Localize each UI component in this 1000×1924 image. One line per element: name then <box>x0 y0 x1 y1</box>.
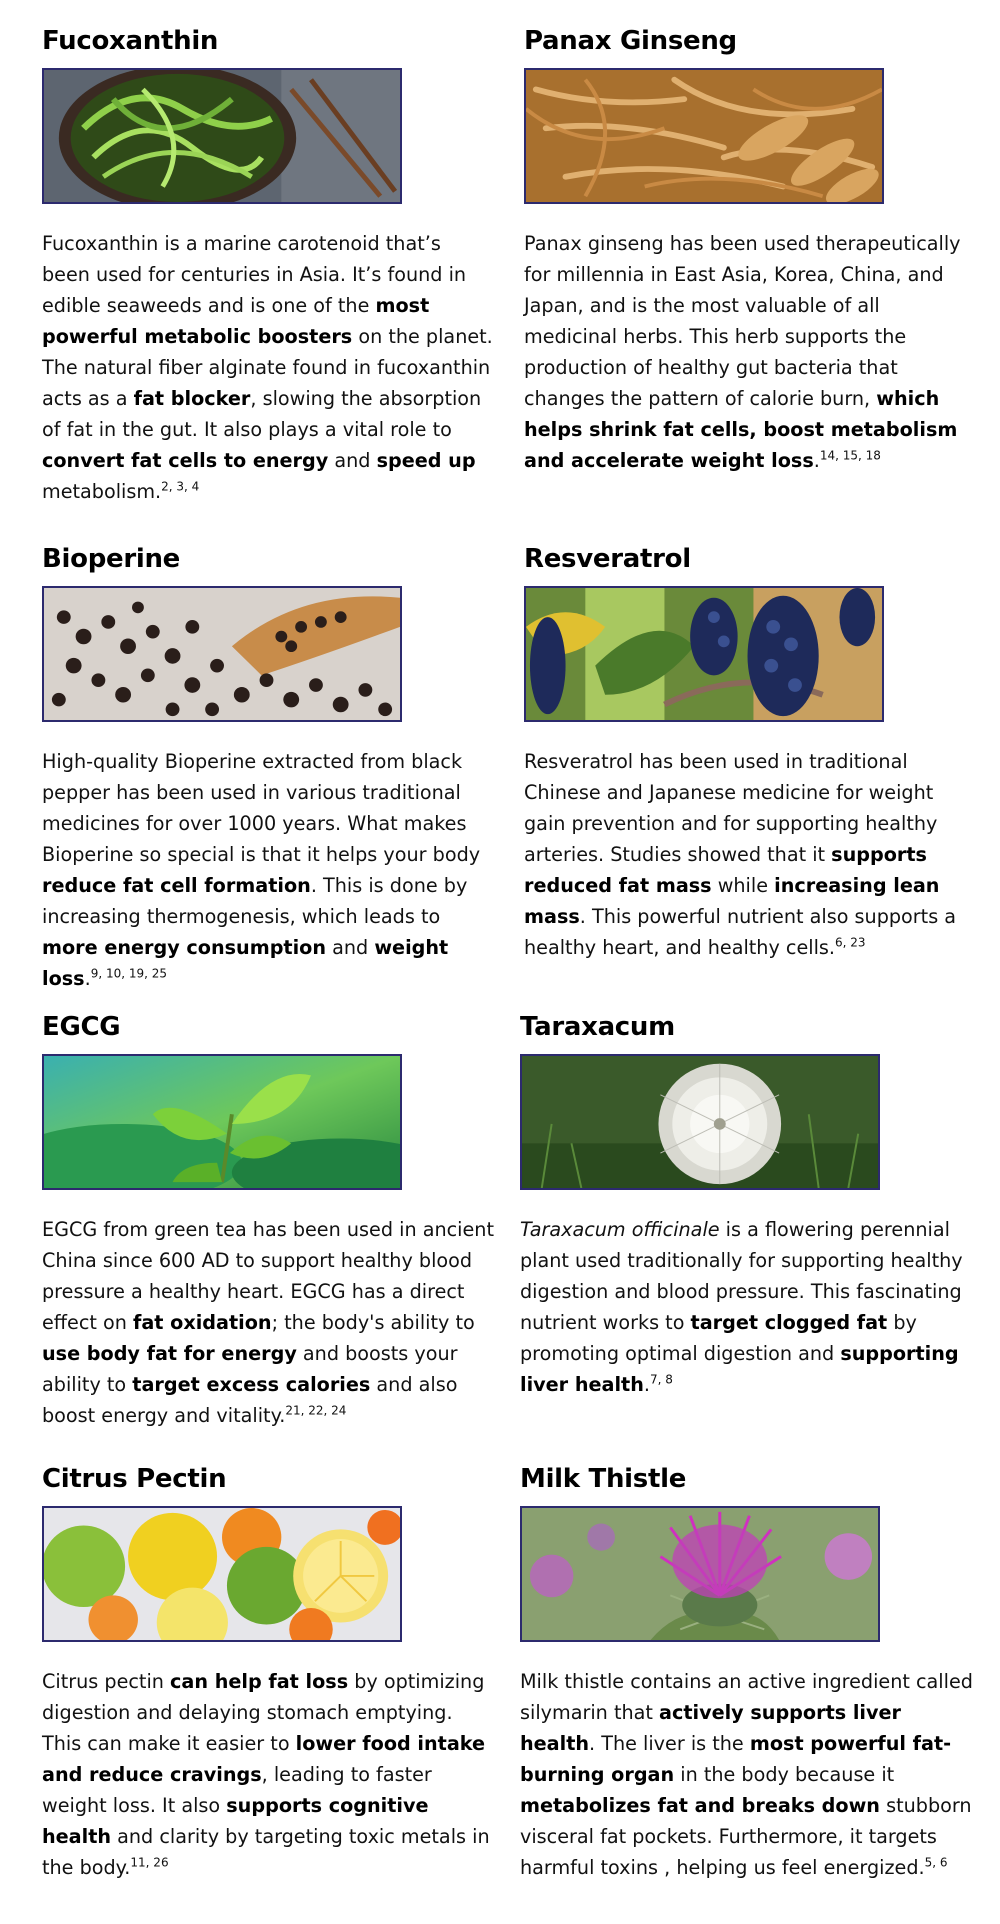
emphasis-text: more energy consumption <box>42 936 327 959</box>
reference-superscript: 5, 6 <box>924 1855 948 1870</box>
emphasis-text: supports reduced fat mass <box>524 843 927 897</box>
reference-superscript: 21, 22, 24 <box>285 1403 347 1418</box>
body-text: . <box>643 1373 650 1396</box>
seaweed-photo <box>42 68 402 204</box>
body-text: , leading to faster weight loss. It also <box>42 1763 432 1817</box>
emphasis-text: metabolizes fat and breaks down <box>520 1794 880 1817</box>
body-text: while <box>711 874 775 897</box>
body-text: and <box>326 936 375 959</box>
ingredient-card-panax-ginseng <box>524 24 737 58</box>
ingredient-description <box>42 1666 494 1883</box>
emphasis-text: most powerful fat-burning organ <box>520 1732 952 1786</box>
emphasis-text: use body fat for energy <box>42 1342 297 1365</box>
body-text: stubborn visceral fat pockets. Furthermore, it targets harmful toxins , helping us feel energized. <box>520 1794 972 1879</box>
emphasis-text: lower food intake and reduce cravings <box>42 1732 486 1786</box>
italic-text: Taraxacum officinale <box>520 1218 720 1241</box>
emphasis-text: fat oxidation <box>133 1311 272 1334</box>
ingredient-description <box>524 746 976 963</box>
ingredient-title: Bioperine <box>42 544 181 574</box>
ingredient-title: EGCG <box>42 1012 121 1042</box>
emphasis-text: actively supports liver health <box>520 1701 901 1755</box>
ingredient-description <box>520 1214 976 1400</box>
body-text: . The liver is the <box>589 1732 750 1755</box>
ingredient-title: Panax Ginseng <box>524 26 737 56</box>
ingredient-card-egcg <box>42 1010 120 1044</box>
ingredient-title: Fucoxanthin <box>42 26 219 56</box>
body-text: on the planet. The natural fiber alginate found in fucoxanthin acts as a <box>42 325 493 410</box>
body-text: and also boost energy and vitality. <box>42 1373 458 1427</box>
body-text: by promoting optimal digestion and <box>520 1311 917 1365</box>
emphasis-text: weight loss <box>42 936 449 990</box>
green-tea-photo <box>42 1054 402 1190</box>
body-text: Panax ginseng has been used therapeutically for millennia in East Asia, Korea, China, and Japan, and is the most valuable of all medicinal herbs. This herb supports the production of healthy gut bacteria that changes the pattern of calorie burn, <box>524 232 961 410</box>
ingredient-description <box>42 228 494 507</box>
ingredient-title: Resveratrol <box>524 544 691 574</box>
reference-superscript: 2, 3, 4 <box>161 479 200 494</box>
body-text: Citrus pectin <box>42 1670 171 1693</box>
body-text: . This powerful nutrient also supports a healthy heart, and healthy cells. <box>524 905 957 959</box>
body-text: , slowing the absorption of fat in the gut. It also plays a vital role to <box>42 387 482 441</box>
ingredient-description <box>524 228 976 476</box>
black-pepper-photo <box>42 586 402 722</box>
thistle-photo <box>520 1506 880 1642</box>
emphasis-text: supporting liver health <box>520 1342 959 1396</box>
reference-superscript: 7, 8 <box>649 1372 673 1387</box>
ingredient-card-bioperine <box>42 542 180 576</box>
ingredient-title: Taraxacum <box>520 1012 675 1042</box>
reference-superscript: 9, 10, 19, 25 <box>90 966 168 981</box>
ingredient-description <box>520 1666 976 1883</box>
reference-superscript: 6, 23 <box>835 935 866 950</box>
body-text: by optimizing digestion and delaying stomach emptying. This can make it easier to <box>42 1670 485 1755</box>
grapes-photo <box>524 586 884 722</box>
citrus-photo <box>42 1506 402 1642</box>
body-text: ; the body's ability to <box>271 1311 475 1334</box>
ingredient-card-citrus-pectin <box>42 1462 226 1496</box>
body-text: . <box>84 967 91 990</box>
emphasis-text: increasing lean mass <box>524 874 940 928</box>
dandelion-photo <box>520 1054 880 1190</box>
emphasis-text: can help fat loss <box>170 1670 349 1693</box>
ingredient-card-resveratrol <box>524 542 691 576</box>
ingredient-card-taraxacum <box>520 1010 675 1044</box>
body-text: metabolism. <box>42 480 162 503</box>
body-text: in the body because it <box>674 1763 895 1786</box>
body-text: . This is done by increasing thermogenesis, which leads to <box>42 874 468 928</box>
reference-superscript: 14, 15, 18 <box>819 448 881 463</box>
body-text: Fucoxanthin is a marine carotenoid that’s been used for centuries in Asia. It’s found in edible seaweeds and is one of the <box>42 232 467 317</box>
reference-superscript: 11, 26 <box>130 1855 169 1870</box>
emphasis-text: target excess calories <box>132 1373 371 1396</box>
body-text: and clarity by targeting toxic metals in the body. <box>42 1825 490 1879</box>
emphasis-text: most powerful metabolic boosters <box>42 294 430 348</box>
ingredient-card-milk-thistle <box>520 1462 686 1496</box>
emphasis-text: which helps shrink fat cells, boost metabolism and accelerate weight loss <box>524 387 958 472</box>
body-text: EGCG from green tea has been used in ancient China since 600 AD to support healthy blood pressure a healthy heart. EGCG has a direct effect on <box>42 1218 494 1334</box>
body-text: Milk thistle contains an active ingredient called silymarin that <box>520 1670 973 1724</box>
emphasis-text: supports cognitive health <box>42 1794 429 1848</box>
ginseng-photo <box>524 68 884 204</box>
ingredient-card-fucoxanthin <box>42 24 218 58</box>
body-text: High-quality Bioperine extracted from black pepper has been used in various traditional medicines for over 1000 years. What makes Bioperine so special is that it helps your body <box>42 750 481 866</box>
emphasis-text: convert fat cells to energy <box>42 449 329 472</box>
emphasis-text: reduce fat cell formation <box>42 874 311 897</box>
emphasis-text: fat blocker <box>133 387 251 410</box>
body-text: and boosts your ability to <box>42 1342 458 1396</box>
emphasis-text: target clogged fat <box>690 1311 888 1334</box>
ingredient-description <box>42 1214 494 1431</box>
body-text: . <box>813 449 820 472</box>
body-text: Resveratrol has been used in traditional Chinese and Japanese medicine for weight gain prevention and for supporting healthy arteries. Studies showed that it <box>524 750 938 866</box>
ingredient-description <box>42 746 494 994</box>
ingredient-title: Citrus Pectin <box>42 1464 227 1494</box>
ingredient-title: Milk Thistle <box>520 1464 687 1494</box>
body-text: is a flowering perennial plant used traditionally for supporting healthy digestion and blood pressure. This fascinating nutrient works to <box>520 1218 963 1334</box>
body-text: and <box>328 449 377 472</box>
emphasis-text: speed up <box>376 449 476 472</box>
